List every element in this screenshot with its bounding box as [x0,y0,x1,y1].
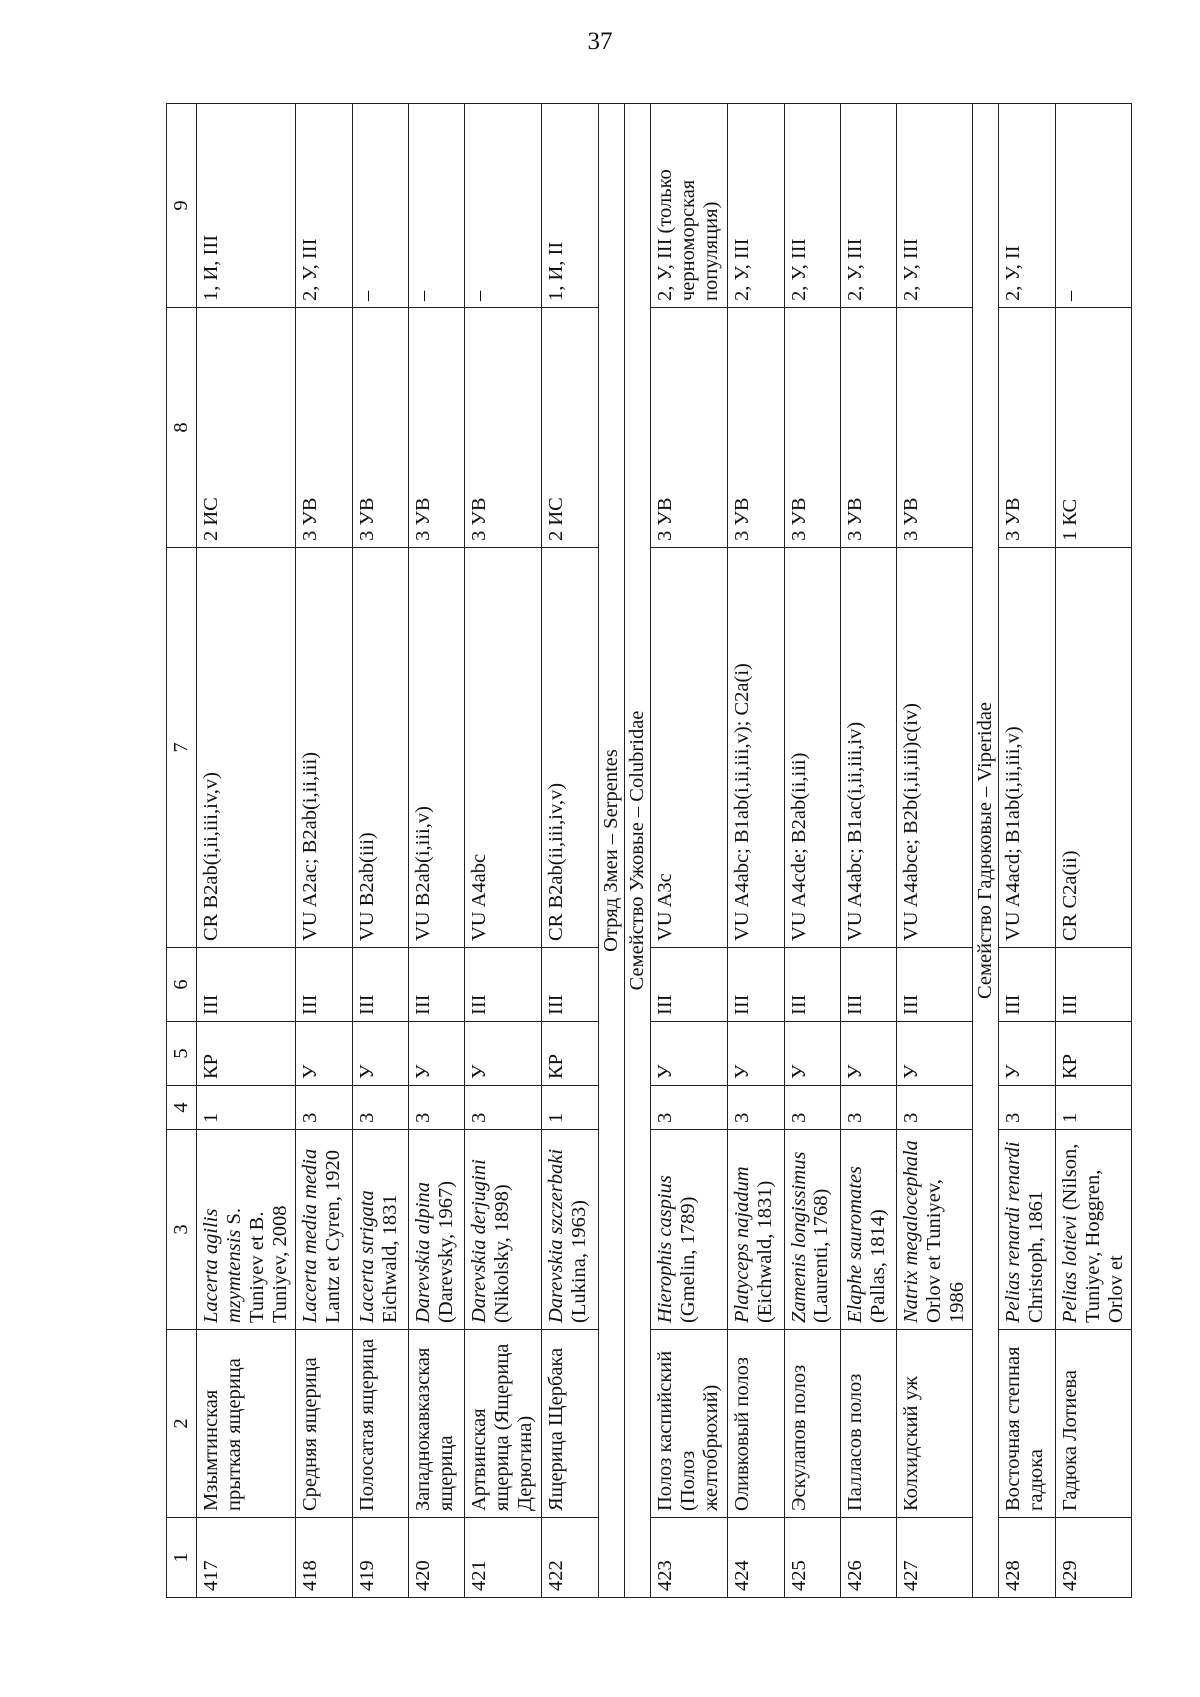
row-number-cell: 424 [728,1518,784,1598]
species-latin-cell [650,1130,727,1330]
iucn-criteria-cell: VU A4abc [465,548,542,948]
species-name-cell: Мзымтинская прыткая ящерица [197,1330,296,1518]
priority-cell: III [728,948,784,1022]
column-header: 1 [167,1518,197,1598]
latin-author: (Pallas, 1814) [866,1209,889,1323]
iucn-criteria-cell: VU A4abce; B2b(i,ii,iii)c(iv) [897,548,973,948]
latin-author: S. Tuniyev et B. Tuniyev, 2008 [222,1205,291,1323]
status-cell: У [465,1022,542,1086]
status-cell: У [784,1022,840,1086]
status-cell: У [650,1022,727,1086]
status-cell: У [999,1022,1055,1086]
status-cell: У [728,1022,784,1086]
column-header: 2 [167,1330,197,1518]
latin-name: Pelias renardi renardi [1002,1141,1025,1323]
priority-cell: III [1055,948,1131,1022]
category-cell: 3 [897,1086,973,1130]
priority-cell: III [542,948,598,1022]
status-cell: КР [1055,1022,1131,1086]
latin-author: Eichwald, 1831 [378,1194,401,1323]
federal-status-cell: – [352,104,408,308]
iucn-criteria-cell: CR B2ab(ii,iii,iv,v) [542,548,598,948]
table-row [999,104,1055,1598]
table-row [408,104,464,1598]
table-row [840,104,896,1598]
iucn-criteria-cell: CR C2a(ii) [1055,548,1131,948]
table-body [197,104,1132,1598]
species-latin-cell [897,1130,973,1330]
rarity-cell: 3 УВ [408,308,464,548]
table-row [352,104,408,1598]
rarity-cell: 3 УВ [296,308,352,548]
rarity-cell: 2 ИС [542,308,598,548]
latin-author: Orlov et Tuniyev, 1986 [923,1179,968,1323]
federal-status-cell: 2, У, III [728,104,784,308]
status-cell: У [296,1022,352,1086]
column-header: 4 [167,1086,197,1130]
status-cell: У [408,1022,464,1086]
header-row [167,104,197,1598]
species-latin-cell [408,1130,464,1330]
species-name-cell: Колхидский уж [897,1330,973,1518]
latin-author: (Nikolsky, 1898) [491,1184,514,1323]
latin-name: Lacerta strigata [355,1190,378,1323]
category-cell: 3 [784,1086,840,1130]
row-number-cell: 418 [296,1518,352,1598]
section-title: Семейство Гадюковые – Viperidae [973,104,999,1598]
species-name-cell: Полосатая ящерица [352,1330,408,1518]
species-latin-cell [197,1130,296,1330]
species-latin-cell [1055,1130,1131,1330]
species-latin-cell [840,1130,896,1330]
species-latin-cell [999,1130,1055,1330]
species-latin-cell [728,1130,784,1330]
category-cell: 3 [728,1086,784,1130]
species-latin-cell [784,1130,840,1330]
row-number-cell: 420 [408,1518,464,1598]
status-cell: КР [542,1022,598,1086]
iucn-criteria-cell: VU A4abc; B1ab(i,ii,iii,v); C2a(i) [728,548,784,948]
category-cell: 3 [296,1086,352,1130]
federal-status-cell: – [465,104,542,308]
latin-author: (Nilson, Tuniyev, Hoggren, Orlov et [1058,1143,1127,1323]
federal-status-cell: – [1055,104,1131,308]
category-cell: 3 [840,1086,896,1130]
section-row [624,104,650,1598]
table-row [1055,104,1131,1598]
priority-cell: III [197,948,296,1022]
table-row [728,104,784,1598]
latin-name: Darevskia derjugini [468,1159,491,1323]
category-cell: 3 [465,1086,542,1130]
species-name-cell: Палласов полоз [840,1330,896,1518]
latin-name: Lacerta agilis mzymtensis [200,1208,245,1323]
category-cell: 1 [542,1086,598,1130]
column-header: 7 [167,548,197,948]
species-latin-cell [352,1130,408,1330]
category-cell: 1 [197,1086,296,1130]
latin-name: Lacerta media media [299,1148,322,1323]
species-name-cell: Артвинская ящерица (Ящерица Дерюгина) [465,1330,542,1518]
red-book-table [166,103,1132,1598]
rotated-table-container [166,104,1132,1598]
species-name-cell: Оливковый полоз [728,1330,784,1518]
iucn-criteria-cell: VU A2ac; B2ab(i,ii,iii) [296,548,352,948]
table-row [897,104,973,1598]
rarity-cell: 3 УВ [352,308,408,548]
priority-cell: III [352,948,408,1022]
table-row [465,104,542,1598]
rarity-cell: 3 УВ [650,308,727,548]
row-number-cell: 417 [197,1518,296,1598]
priority-cell: III [897,948,973,1022]
rarity-cell: 3 УВ [897,308,973,548]
species-latin-cell [542,1130,598,1330]
iucn-criteria-cell: VU A4cde; B2ab(ii,iii) [784,548,840,948]
latin-name: Hierophis caspius [653,1175,676,1323]
status-cell: У [352,1022,408,1086]
page-number: 37 [587,28,613,55]
latin-author: (Eichwald, 1831) [754,1180,777,1323]
row-number-cell: 419 [352,1518,408,1598]
rarity-cell: 3 УВ [784,308,840,548]
rarity-cell: 2 ИС [197,308,296,548]
federal-status-cell: 1, И, III [197,104,296,308]
row-number-cell: 421 [465,1518,542,1598]
iucn-criteria-cell: VU A3c [650,548,727,948]
latin-name: Darevskia szczerbaki [545,1148,568,1323]
table-row [784,104,840,1598]
latin-name: Zamenis longissimus [787,1151,810,1323]
section-row [598,104,624,1598]
status-cell: У [897,1022,973,1086]
section-row [973,104,999,1598]
priority-cell: III [465,948,542,1022]
column-header: 9 [167,104,197,308]
species-latin-cell [296,1130,352,1330]
status-cell: КР [197,1022,296,1086]
federal-status-cell: 2, У, II [999,104,1055,308]
category-cell: 3 [999,1086,1055,1130]
category-cell: 3 [408,1086,464,1130]
table-row [296,104,352,1598]
column-header: 3 [167,1130,197,1330]
latin-name: Pelias lotievi [1058,1215,1081,1323]
species-name-cell: Ящерица Щербака [542,1330,598,1518]
priority-cell: III [408,948,464,1022]
rarity-cell: 1 КС [1055,308,1131,548]
iucn-criteria-cell: VU B2ab(iii) [352,548,408,948]
category-cell: 3 [650,1086,727,1130]
rarity-cell: 3 УВ [840,308,896,548]
row-number-cell: 429 [1055,1518,1131,1598]
row-number-cell: 422 [542,1518,598,1598]
species-name-cell: Эскулапов полоз [784,1330,840,1518]
rarity-cell: 3 УВ [728,308,784,548]
priority-cell: III [296,948,352,1022]
latin-name: Platyceps najadum [731,1166,754,1323]
species-name-cell: Средняя ящерица [296,1330,352,1518]
federal-status-cell: 2, У, III [296,104,352,308]
row-number-cell: 425 [784,1518,840,1598]
latin-name: Darevskia alpina [411,1181,434,1323]
row-number-cell: 423 [650,1518,727,1598]
federal-status-cell: 2, У, III [784,104,840,308]
row-number-cell: 426 [840,1518,896,1598]
latin-author: Christoph, 1861 [1025,1190,1048,1323]
section-title: Отряд Змеи – Serpentes [598,104,624,1598]
column-header: 8 [167,308,197,548]
latin-author: (Laurenti, 1768) [810,1188,833,1323]
latin-name: Natrix megalocephala [900,1140,923,1323]
priority-cell: III [840,948,896,1022]
iucn-criteria-cell: VU B2ab(i,iii,v) [408,548,464,948]
latin-author: (Gmelin, 1789) [676,1196,699,1323]
federal-status-cell: 1, И, II [542,104,598,308]
federal-status-cell: 2, У, III [840,104,896,308]
species-latin-cell [465,1130,542,1330]
category-cell: 3 [352,1086,408,1130]
iucn-criteria-cell: VU A4abc; B1ac(i,ii,iii,iv) [840,548,896,948]
priority-cell: III [999,948,1055,1022]
species-name-cell: Полоз каспийский (Полоз желтобрюхий) [650,1330,727,1518]
federal-status-cell: – [408,104,464,308]
species-name-cell: Восточная степная гадюка [999,1330,1055,1518]
latin-author: Lantz et Cyren, 1920 [322,1149,345,1323]
rarity-cell: 3 УВ [465,308,542,548]
row-number-cell: 428 [999,1518,1055,1598]
latin-name: Elaphe sauromates [843,1166,866,1323]
priority-cell: III [650,948,727,1022]
row-number-cell: 427 [897,1518,973,1598]
species-name-cell: Западнокавказская ящерица [408,1330,464,1518]
federal-status-cell: 2, У, III (только черноморская популяция) [650,104,727,308]
species-name-cell: Гадюка Лотиева [1055,1330,1131,1518]
column-header: 5 [167,1022,197,1086]
table-row [197,104,296,1598]
priority-cell: III [784,948,840,1022]
section-title: Семейство Ужовые – Colubridae [624,104,650,1598]
iucn-criteria-cell: CR B2ab(i,ii,iii,iv,v) [197,548,296,948]
status-cell: У [840,1022,896,1086]
column-header: 6 [167,948,197,1022]
rarity-cell: 3 УВ [999,308,1055,548]
latin-author: (Darevsky, 1967) [434,1180,457,1323]
iucn-criteria-cell: VU A4acd; B1ab(i,ii,iii,v) [999,548,1055,948]
federal-status-cell: 2, У, III [897,104,973,308]
table-row [650,104,727,1598]
latin-author: (Lukina, 1963) [568,1200,591,1323]
category-cell: 1 [1055,1086,1131,1130]
table-row [542,104,598,1598]
